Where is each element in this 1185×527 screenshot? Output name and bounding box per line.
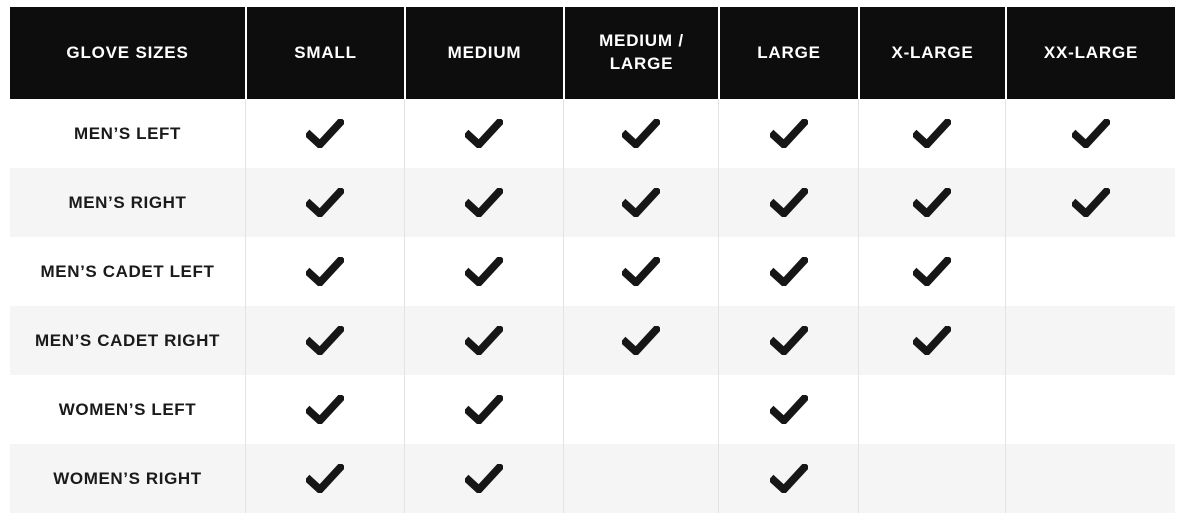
size-cell	[858, 444, 1005, 513]
check-icon	[465, 395, 503, 424]
check-icon	[913, 326, 951, 355]
row-label: MEN’S RIGHT	[68, 192, 187, 212]
header-label: X-LARGE	[891, 42, 974, 62]
size-cell	[404, 168, 563, 237]
table-row-mens-right	[10, 168, 1175, 237]
size-cell	[404, 99, 563, 168]
check-icon	[913, 188, 951, 217]
header-cell-medium-large	[563, 7, 718, 99]
size-cell	[1005, 375, 1175, 444]
size-cell	[563, 306, 718, 375]
row-label-cell	[10, 375, 245, 444]
check-icon	[306, 326, 344, 355]
table-row-mens-left	[10, 99, 1175, 168]
size-cell	[404, 306, 563, 375]
check-icon	[622, 188, 660, 217]
size-cell	[563, 237, 718, 306]
size-cell	[563, 99, 718, 168]
check-icon	[770, 257, 808, 286]
check-icon	[770, 395, 808, 424]
check-icon	[306, 257, 344, 286]
check-icon	[465, 119, 503, 148]
row-label-cell	[10, 444, 245, 513]
check-icon	[770, 188, 808, 217]
table-row-mens-cadet-right	[10, 306, 1175, 375]
table-row-mens-cadet-left	[10, 237, 1175, 306]
row-label-cell	[10, 99, 245, 168]
size-cell	[858, 168, 1005, 237]
header-cell-medium	[404, 7, 563, 99]
check-icon	[465, 464, 503, 493]
size-cell	[404, 375, 563, 444]
size-cell	[245, 237, 404, 306]
row-label: MEN’S CADET LEFT	[40, 261, 215, 281]
size-cell	[563, 168, 718, 237]
size-cell	[563, 444, 718, 513]
table-body	[10, 99, 1175, 513]
check-icon	[770, 119, 808, 148]
size-cell	[245, 168, 404, 237]
row-label-cell	[10, 168, 245, 237]
check-icon	[465, 188, 503, 217]
row-label-cell	[10, 237, 245, 306]
size-cell	[718, 99, 858, 168]
header-label: SMALL	[294, 42, 357, 62]
check-icon	[306, 119, 344, 148]
header-label: MEDIUM	[447, 42, 522, 62]
check-icon	[1072, 188, 1110, 217]
check-icon	[622, 119, 660, 148]
size-cell	[718, 168, 858, 237]
row-label: MEN’S CADET RIGHT	[35, 330, 220, 350]
check-icon	[622, 326, 660, 355]
size-cell	[1005, 237, 1175, 306]
size-cell	[404, 237, 563, 306]
size-cell	[718, 237, 858, 306]
check-icon	[913, 257, 951, 286]
header-label: LARGE	[757, 42, 821, 62]
header-cell-xx-large	[1005, 7, 1175, 99]
check-icon	[306, 395, 344, 424]
size-cell	[718, 375, 858, 444]
header-cell-glove-sizes	[10, 7, 245, 99]
check-icon	[1072, 119, 1110, 148]
check-icon	[913, 119, 951, 148]
size-cell	[245, 99, 404, 168]
size-cell	[1005, 306, 1175, 375]
check-icon	[306, 464, 344, 493]
check-icon	[465, 326, 503, 355]
size-cell	[858, 237, 1005, 306]
table-row-womens-right	[10, 444, 1175, 513]
size-cell	[858, 375, 1005, 444]
header-label: MEDIUM / LARGE	[599, 31, 684, 73]
header-cell-large	[718, 7, 858, 99]
header-label: XX-LARGE	[1043, 42, 1139, 62]
check-icon	[770, 326, 808, 355]
check-icon	[770, 464, 808, 493]
size-cell	[718, 306, 858, 375]
size-cell	[1005, 444, 1175, 513]
size-cell	[245, 444, 404, 513]
check-icon	[465, 257, 503, 286]
size-cell	[718, 444, 858, 513]
size-cell	[404, 444, 563, 513]
size-cell	[1005, 168, 1175, 237]
row-label-cell	[10, 306, 245, 375]
header-cell-small	[245, 7, 404, 99]
glove-size-table	[10, 7, 1175, 513]
row-label: WOMEN’S RIGHT	[53, 468, 202, 488]
row-label: WOMEN’S LEFT	[58, 399, 197, 419]
size-cell	[858, 306, 1005, 375]
check-icon	[306, 188, 344, 217]
row-label: MEN’S LEFT	[73, 123, 182, 143]
table-row-womens-left	[10, 375, 1175, 444]
table-header-row	[10, 7, 1175, 99]
size-cell	[245, 375, 404, 444]
header-cell-x-large	[858, 7, 1005, 99]
size-cell	[858, 99, 1005, 168]
size-cell	[1005, 99, 1175, 168]
size-cell	[245, 306, 404, 375]
check-icon	[622, 257, 660, 286]
size-cell	[563, 375, 718, 444]
table-title: GLOVE SIZES	[66, 42, 189, 62]
